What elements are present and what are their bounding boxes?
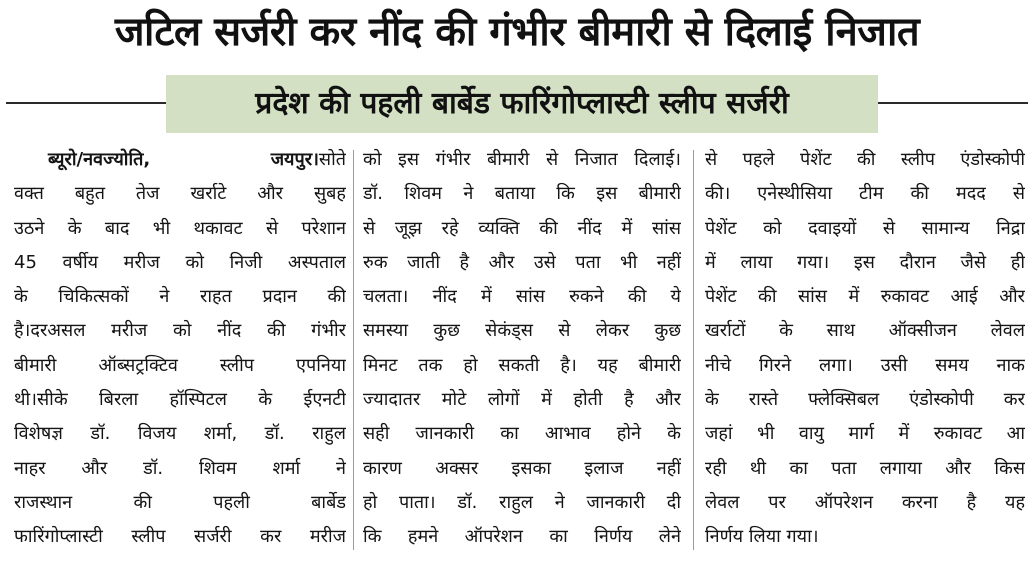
column-3-line: में लाया गया। इस दौरान जैसे ही [705, 251, 1025, 273]
column-2-line: डॉ. शिवम ने बताया कि इस बीमारी [363, 183, 681, 205]
column-2-line: कारण अक्सर इसका इलाज नहीं [363, 457, 681, 479]
subheadline-box [166, 75, 878, 133]
article-column-3 [705, 143, 1025, 555]
column-2-line: से जूझ रहे व्यक्ति की नींद में सांस [363, 217, 681, 239]
column-divider [693, 150, 694, 550]
column-2-line: सही जानकारी का आभाव होने के [363, 423, 681, 445]
column-1-line: नाहर और डॉ. शिवम शर्मा ने [14, 457, 346, 479]
column-1-line [14, 143, 346, 177]
column-2-line: कि हमने ऑपरेशन का निर्णय लेने [363, 526, 681, 548]
dateline: ब्यूरो/नवज्योति, जयपुर। [48, 149, 319, 170]
column-3-line: जहां भी वायु मार्ग में रुकावट आ [705, 423, 1025, 445]
column-2-line: समस्या कुछ सेकंड्स से लेकर कुछ [363, 320, 681, 342]
column-1-line: विशेषज्ञ डॉ. विजय शर्मा, डॉ. राहुल [14, 423, 346, 445]
column-2-line: मिनट तक हो सकती है। यह बीमारी [363, 354, 681, 376]
article-column-2 [363, 143, 681, 555]
column-1-line: के चिकित्सकों ने राहत प्रदान की [14, 286, 346, 308]
column-2-line: ज्यादातर मोटे लोगों में होती है और [363, 389, 681, 411]
column-2-line: रुक जाती है और उसे पता भी नहीं [363, 251, 681, 273]
column-2-line: को इस गंभीर बीमारी से निजात दिलाई। [363, 149, 681, 170]
column-3-line: से पहले पेशेंट की स्लीप एंडोस्कोपी [705, 149, 1025, 170]
column-1-line: वक्त बहुत तेज खर्राटे और सुबह [14, 183, 346, 205]
column-3-line: निर्णय लिया गया। [705, 526, 819, 548]
subheadline-rule-left [6, 102, 166, 104]
column-1-line: राजस्थान की पहली बार्बेड [14, 491, 346, 513]
column-divider [353, 150, 354, 550]
column-1-line: है।दरअसल मरीज को नींद की गंभीर [14, 320, 346, 342]
column-3-line: की। एनेस्थीसिया टीम की मदद से [705, 183, 1025, 205]
column-1-line: उठने के बाद भी थकावट से परेशान [14, 217, 346, 239]
column-3-line: पेशेंट की सांस में रुकावट आई और [705, 286, 1025, 308]
column-1-line: थी।सीके बिरला हॉस्पिटल के ईएनटी [14, 389, 346, 411]
column-3-line: खर्राटों के साथ ऑक्सीजन लेवल [705, 320, 1025, 342]
column-3-line: पेशेंट को दवाइयों से सामान्य निद्रा [705, 217, 1025, 239]
column-1-line: फारिंगोप्लास्टी स्लीप सर्जरी कर मरीज [14, 526, 346, 548]
column-3-line: रही थी का पता लगाया और किस [705, 457, 1025, 479]
headline: जटिल सर्जरी कर नींद की गंभीर बीमारी से दिलाई निजात [114, 9, 920, 55]
article-column-1 [14, 143, 346, 555]
column-2-line: चलता। नींद में सांस रुकने की ये [363, 286, 681, 308]
column-3-line: लेवल पर ऑपरेशन करना है यह [705, 491, 1025, 513]
column-3-line: नीचे गिरने लगा। उसी समय नाक [705, 354, 1025, 376]
column-1-line: 45 वर्षीय मरीज को निजी अस्पताल [14, 251, 346, 273]
column-2-line: हो पाता। डॉ. राहुल ने जानकारी दी [363, 491, 681, 513]
column-1-line-text: सोते [318, 149, 346, 170]
column-3-line: के रास्ते फ्लेक्सिबल एंडोस्कोपी कर [705, 389, 1025, 411]
subheadline: प्रदेश की पहली बार्बेड फारिंगोप्लास्टी स्लीप सर्जरी [255, 86, 789, 121]
subheadline-rule-right [878, 102, 1028, 104]
column-1-line: बीमारी ऑब्सट्रक्टिव स्लीप एपनिया [14, 354, 346, 376]
